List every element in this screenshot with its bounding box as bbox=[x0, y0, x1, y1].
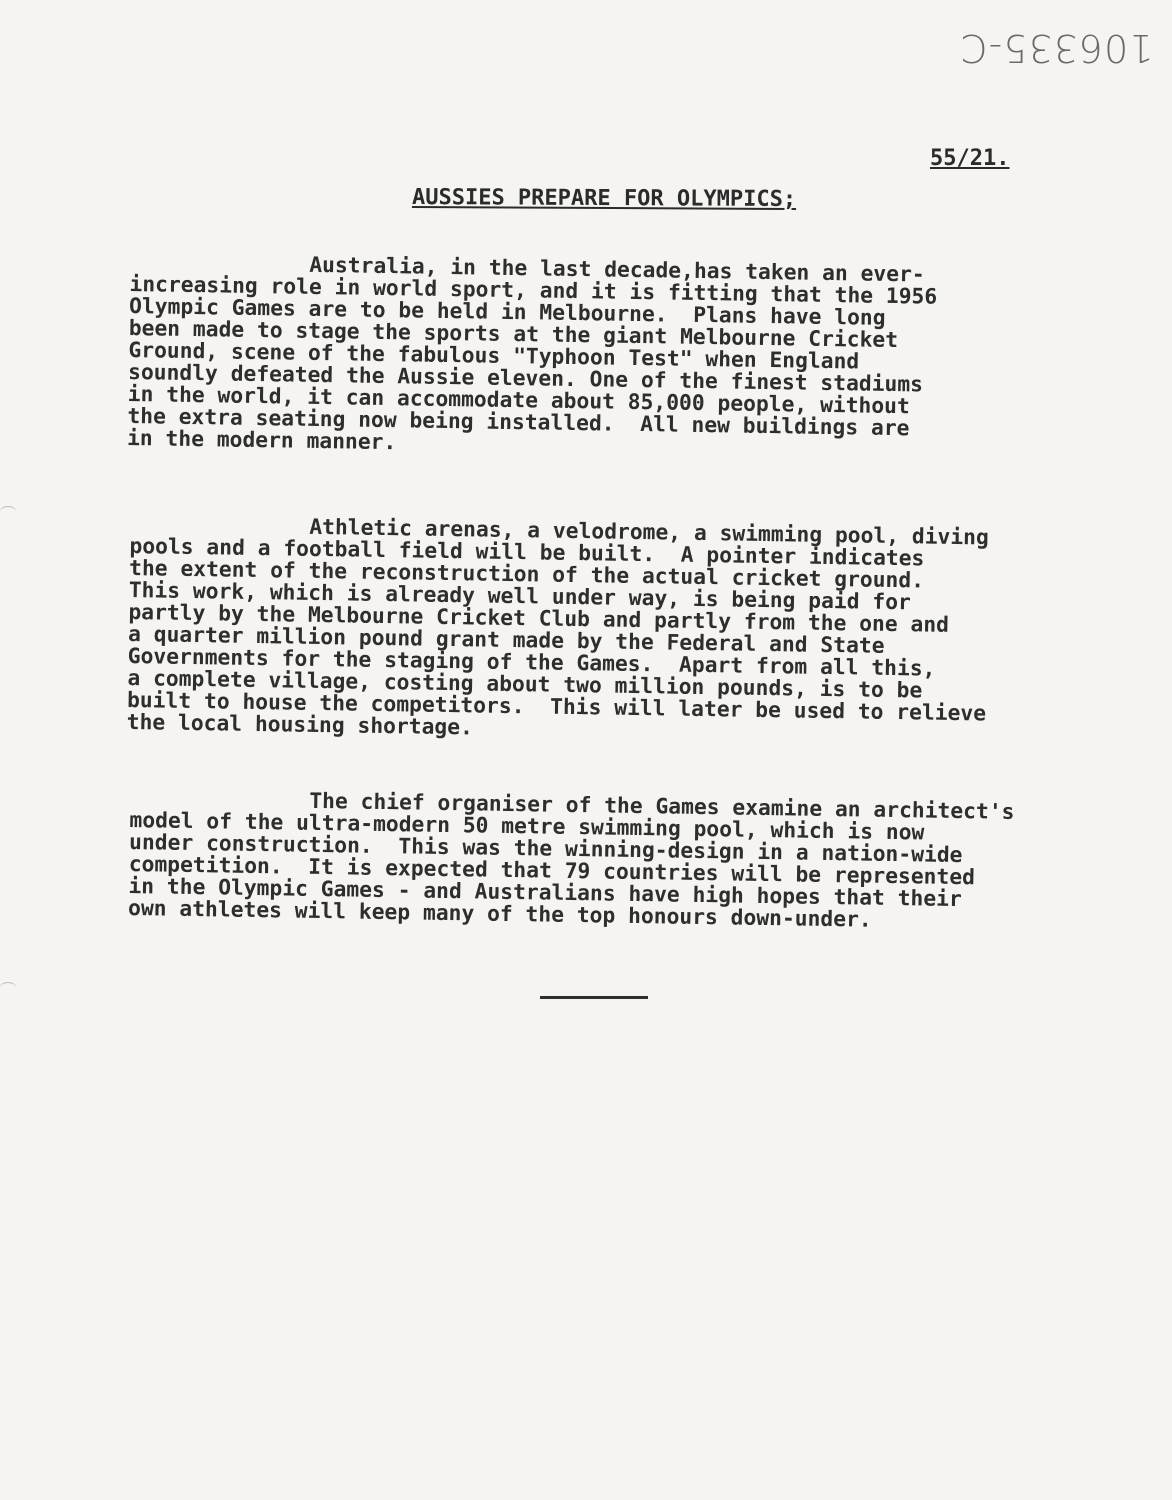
end-of-text-rule bbox=[540, 996, 648, 999]
handwritten-reference-number: 106335-C bbox=[960, 26, 1154, 70]
document-title: AUSSIES PREPARE FOR OLYMPICS; bbox=[411, 184, 797, 213]
paragraph-3: The chief organiser of the Games examine an architect's model of the ultra-modern 50 metre swimming pool, which is now under construction. This was the winning-design in a nation-wide competition. It is expected that 79 countries will be represented in the Olympic Games - and Australians have high hopes that their own athletes will keep many of the top honours down-under. bbox=[127, 786, 1015, 933]
paragraph-2: Athletic arenas, a velodrome, a swimming pool, diving pools and a football field will be built. A pointer indicates the extent of the reconstruction of the actual cricket ground. This work, which is already well under way, is being paid for partly by the Melbourne Cricket Club and partly from the one and a quarter million pound grant made by the Federal and State Governments for the staging of the Games. Apart from all this, a complete village, costing about two million pounds, is to be built to house the competitors. This will later be used to relieve the local housing shortage. bbox=[126, 512, 989, 741]
paragraph-1: Australia, in the last decade,has taken an ever- increasing role in world sport, and it is fitting that the 1956 Olympic Games are to be held in Melbourne. Plans have long been made to stage the sports at the giant Melbourne Cricket Ground, scene of the fabulous "Typhoon Test" when England soundly defeated the Aussie eleven. One of the finest stadiums in the world, it can accommodate about 85,000 people, without the extra seating now being installed. All new buildings are in the modern manner. bbox=[126, 250, 938, 456]
binder-hole-mark bbox=[0, 506, 16, 517]
binder-hole-mark bbox=[0, 982, 16, 993]
document-number: 55/21. bbox=[930, 146, 1010, 171]
